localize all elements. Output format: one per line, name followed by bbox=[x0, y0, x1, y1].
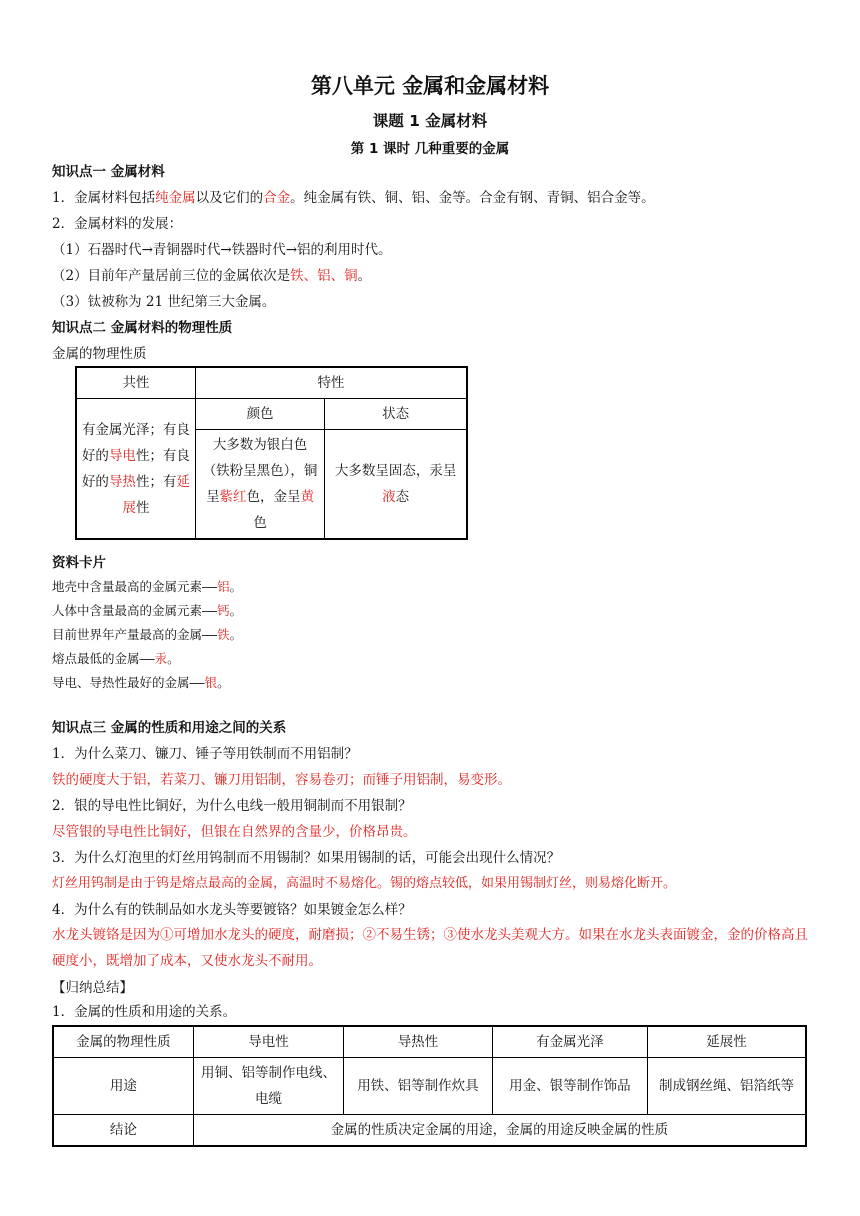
highlight: 纯金属 bbox=[155, 190, 196, 206]
kp2-subheading: 金属的物理性质 bbox=[52, 346, 147, 362]
common-cell bbox=[76, 399, 195, 540]
answer-2: 尽管银的导电性比铜好，但银在自然界的含量少，价格昂贵。 bbox=[52, 824, 417, 840]
text: 色 bbox=[253, 515, 267, 531]
lesson-title: 课题 1 金属材料 bbox=[372, 112, 488, 130]
header-cell: 金属的物理性质 bbox=[53, 1026, 193, 1058]
header-cell: 导热性 bbox=[344, 1026, 492, 1058]
kp1-line4 bbox=[52, 266, 371, 286]
text: 性；有良好的 bbox=[81, 447, 190, 490]
use-cell: 制成钢丝绳、铝箔纸等 bbox=[648, 1058, 806, 1115]
answer-4: 水龙头镀铬是因为①可增加水龙头的硬度，耐磨损；②不易生锈；③使水龙头美观大方。如果在水龙头表面镀金，金的价格高且硬度小，既增加了成本，又使水龙头不耐用。 bbox=[52, 927, 808, 969]
text: 1．金属材料包括 bbox=[52, 190, 156, 206]
text: 有金属光泽；有良好的 bbox=[81, 421, 190, 464]
period-title: 第 1 课时 几种重要的金属 bbox=[350, 141, 510, 157]
highlight: 铁 bbox=[217, 627, 230, 642]
use-label: 用途 bbox=[53, 1058, 193, 1115]
text: 性 bbox=[135, 499, 150, 516]
properties-uses-table bbox=[52, 1025, 807, 1147]
text: 。 bbox=[229, 579, 243, 594]
highlight: 汞 bbox=[154, 651, 168, 666]
highlight: 液 bbox=[382, 489, 396, 505]
header-state: 状态 bbox=[325, 399, 467, 430]
text: 导电、导热性最好的金属—— bbox=[52, 675, 205, 690]
summary-label: 【归纳总结】 bbox=[52, 980, 133, 996]
text: 。纯金属有铁、铜、铝、金等。合金有钢、青铜、铝合金等。 bbox=[290, 190, 655, 206]
header-cell: 导电性 bbox=[193, 1026, 343, 1058]
conclusion-cell: 金属的性质决定金属的用途，金属的用途反映金属的性质 bbox=[193, 1115, 806, 1147]
text: 。 bbox=[229, 603, 243, 618]
highlight: 银 bbox=[204, 675, 218, 690]
question-4: 4．为什么有的铁制品如水龙头等要镀铬？如果镀金怎么样？ bbox=[52, 902, 412, 918]
text: 大多数为银白色（铁粉呈黑色），铜呈 bbox=[202, 437, 318, 505]
text: 大多数呈固态，汞呈 bbox=[334, 463, 457, 479]
answer-3: 灯丝用钨制是由于钨是熔点最高的金属，高温时不易熔化。锡的熔点较低，如果用锡制灯丝，则易熔化断开。 bbox=[52, 876, 677, 891]
text: 性；有 bbox=[135, 473, 177, 490]
kp1-line1 bbox=[52, 188, 655, 208]
question-2: 2．银的导电性比铜好，为什么电线一般用铜制而不用银制？ bbox=[52, 798, 412, 814]
physical-properties-table bbox=[75, 366, 468, 540]
card-heading: 资料卡片 bbox=[52, 555, 106, 571]
highlight: 铁、铝、铜 bbox=[290, 268, 358, 284]
text: 态 bbox=[395, 489, 410, 505]
highlight: 钙 bbox=[217, 603, 230, 618]
kp2-heading: 知识点二 金属材料的物理性质 bbox=[52, 320, 233, 336]
answer-1: 铁的硬度大于铝，若菜刀、镰刀用铝制，容易卷刃；而锤子用铝制，易变形。 bbox=[52, 772, 511, 788]
header-cell: 延展性 bbox=[648, 1026, 806, 1058]
text: 。 bbox=[229, 627, 243, 642]
use-cell: 用铁、铝等制作炊具 bbox=[344, 1058, 492, 1115]
question-1: 1．为什么菜刀、镰刀、锤子等用铁制而不用铝制？ bbox=[52, 746, 358, 762]
highlight: 延展 bbox=[122, 473, 190, 516]
header-special: 特性 bbox=[195, 367, 467, 399]
card-item bbox=[52, 673, 230, 693]
text: 色，金呈 bbox=[246, 489, 301, 505]
text: 地壳中含量最高的金属元素—— bbox=[52, 579, 218, 594]
card-item bbox=[52, 577, 242, 597]
header-cell: 有金属光泽 bbox=[492, 1026, 647, 1058]
unit-title: 第八单元 金属和金属材料 bbox=[310, 74, 550, 98]
kp1-line3: （1）石器时代→青铜器时代→铁器时代→铝的利用时代。 bbox=[52, 242, 392, 258]
highlight: 合金 bbox=[263, 190, 291, 206]
highlight: 导热 bbox=[108, 473, 136, 490]
conclusion-label: 结论 bbox=[53, 1115, 193, 1147]
kp1-heading: 知识点一 金属材料 bbox=[52, 164, 165, 180]
text: （2）目前年产量居前三位的金属依次是 bbox=[52, 268, 291, 284]
highlight: 紫红 bbox=[219, 489, 247, 505]
header-color: 颜色 bbox=[195, 399, 324, 430]
color-cell bbox=[195, 430, 324, 540]
kp1-line2: 2．金属材料的发展： bbox=[52, 216, 183, 232]
highlight: 导电 bbox=[108, 447, 136, 464]
text: 熔点最低的金属—— bbox=[52, 651, 155, 666]
text: 。 bbox=[167, 651, 180, 666]
header-common: 共性 bbox=[76, 367, 195, 399]
text: 目前世界年产量最高的金属—— bbox=[52, 627, 218, 642]
text: 人体中含量最高的金属元素—— bbox=[52, 603, 218, 618]
use-cell: 用金、银等制作饰品 bbox=[492, 1058, 647, 1115]
kp1-line5: （3）钛被称为 21 世纪第三大金属。 bbox=[52, 294, 276, 310]
summary-line1: 1．金属的性质和用途的关系。 bbox=[52, 1004, 237, 1020]
text: 。 bbox=[357, 268, 372, 284]
text: 。 bbox=[217, 675, 230, 690]
state-cell bbox=[325, 430, 467, 540]
highlight: 铝 bbox=[217, 579, 230, 594]
text: 以及它们的 bbox=[195, 190, 264, 206]
use-cell: 用铜、铝等制作电线、电缆 bbox=[193, 1058, 343, 1115]
card-item bbox=[52, 601, 242, 621]
kp3-heading: 知识点三 金属的性质和用途之间的关系 bbox=[52, 720, 287, 736]
card-item bbox=[52, 625, 242, 645]
highlight: 黄 bbox=[300, 489, 315, 505]
card-item bbox=[52, 649, 180, 669]
question-3: 3．为什么灯泡里的灯丝用钨制而不用锡制？如果用锡制的话，可能会出现什么情况？ bbox=[52, 850, 561, 866]
